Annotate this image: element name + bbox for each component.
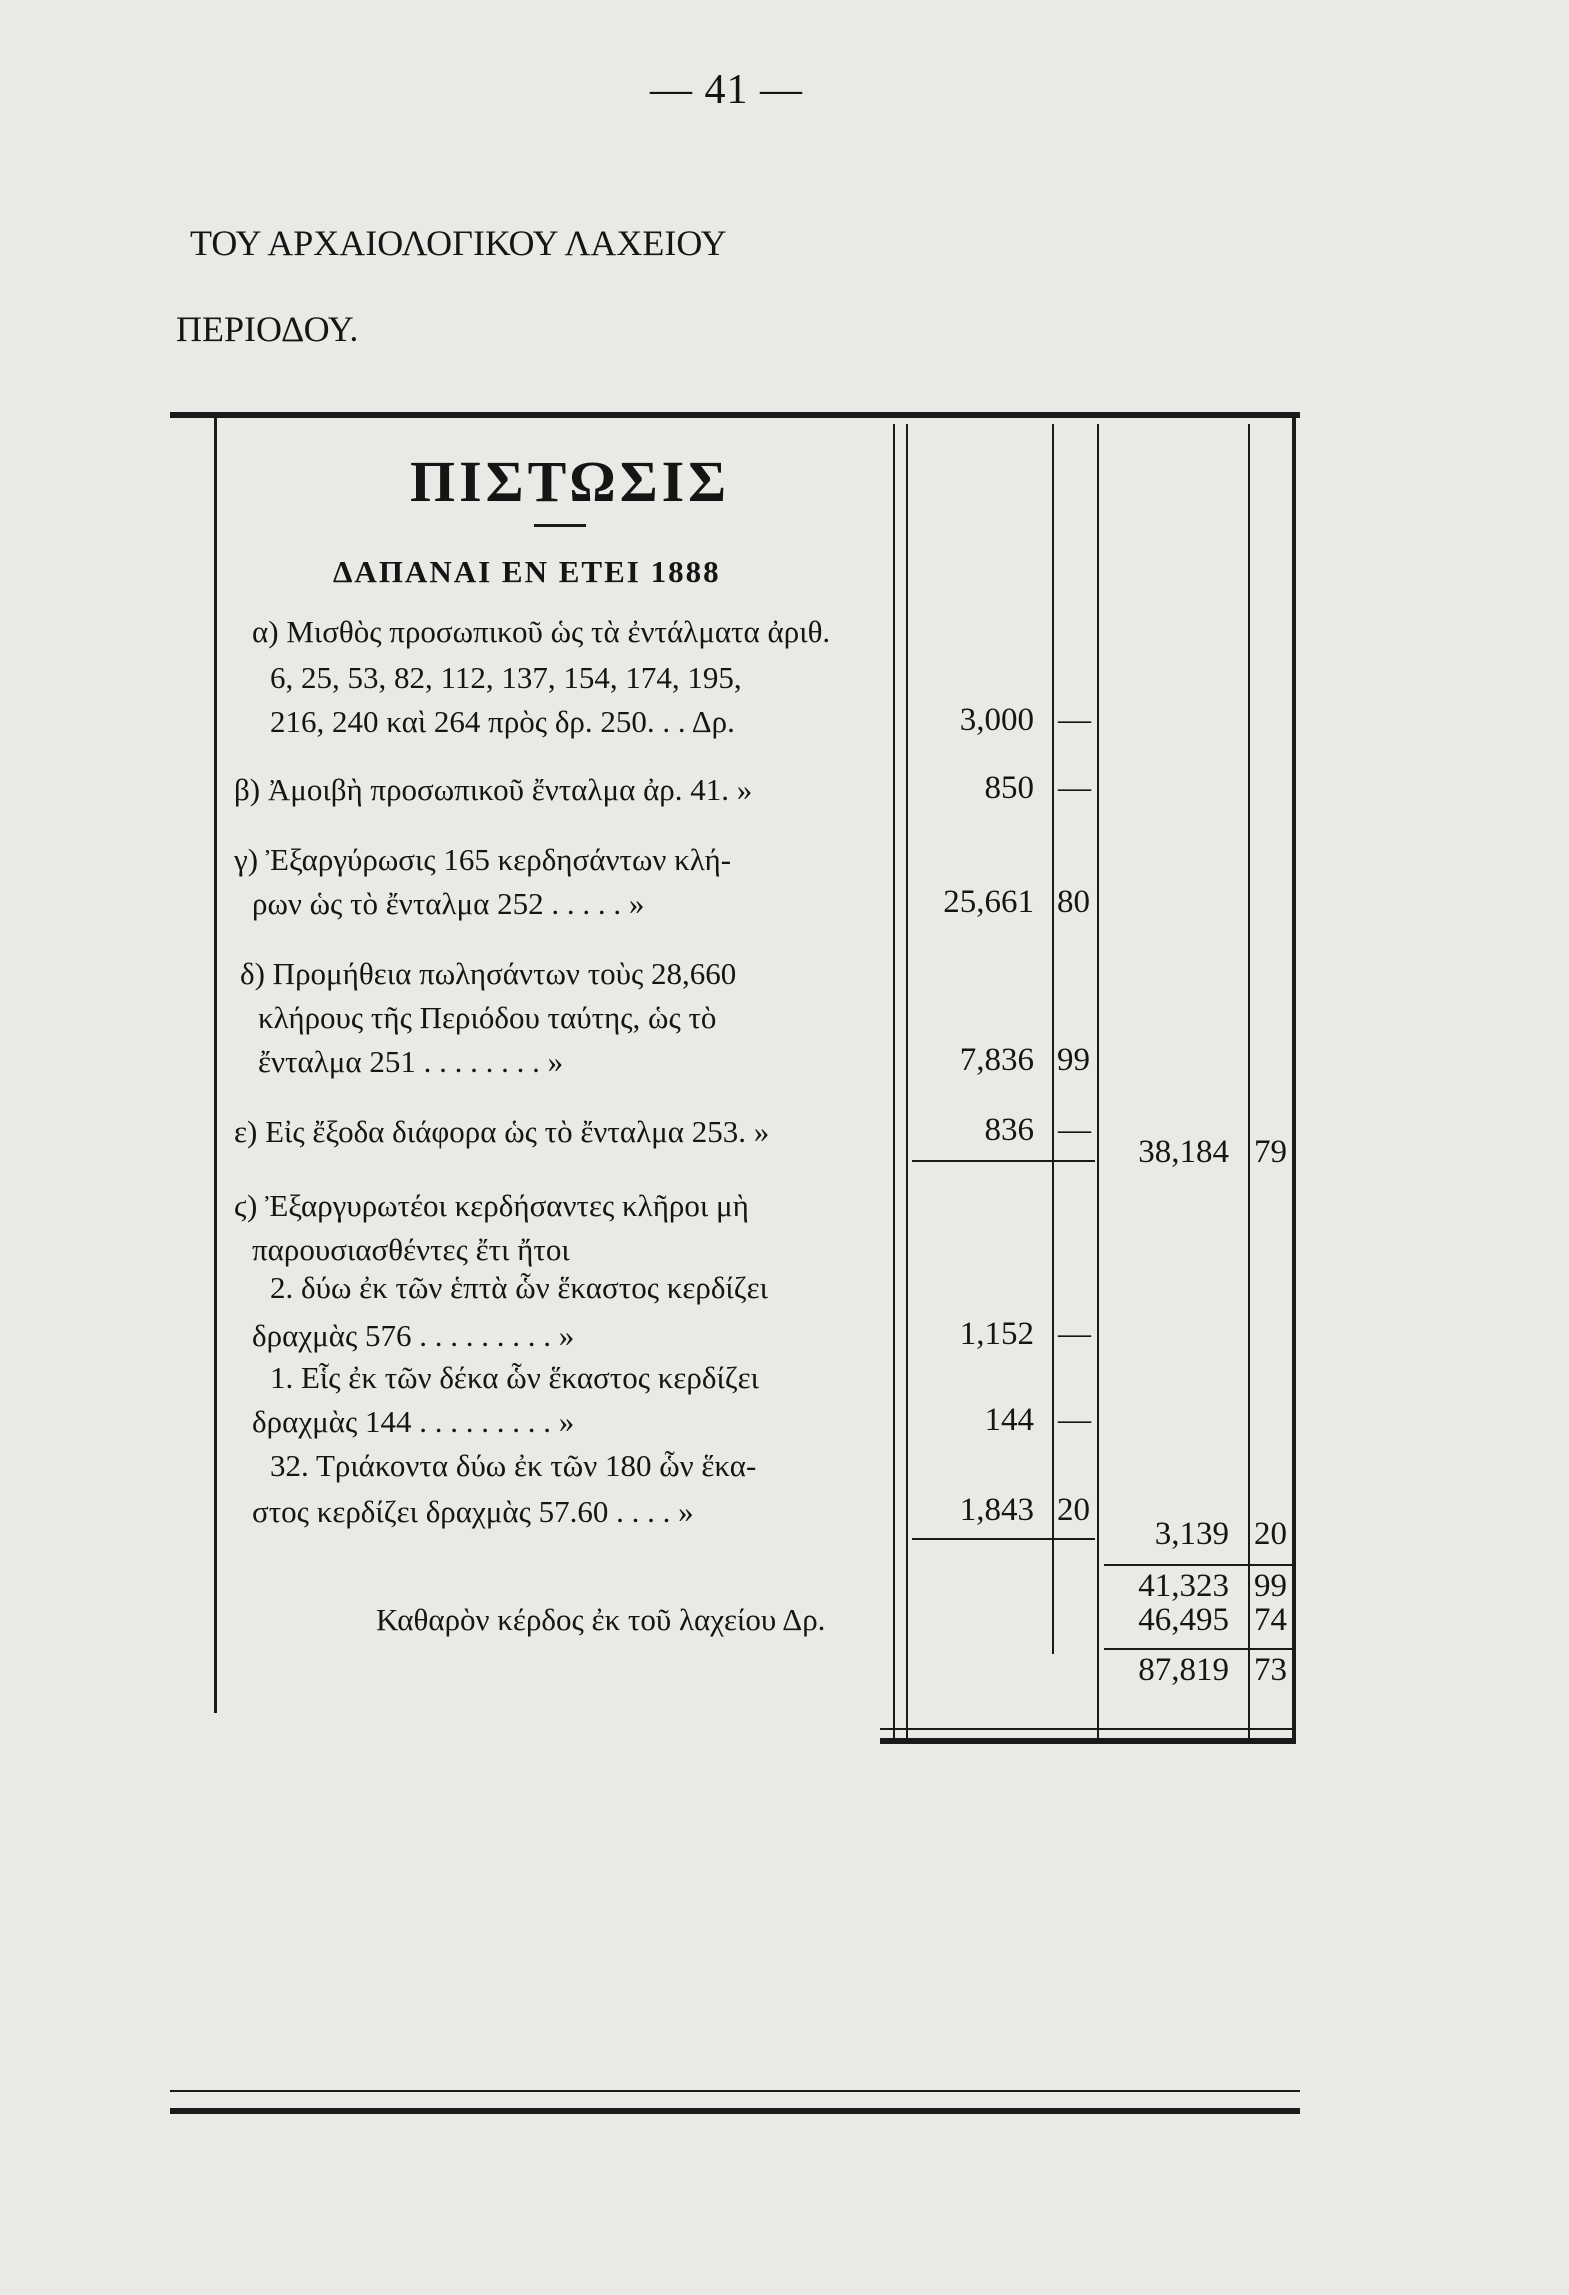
column-divider-amount1: [1052, 424, 1054, 1654]
total-rule: [1104, 1564, 1292, 1566]
lower-rule-thick: [170, 2108, 1300, 2114]
column-divider-amount2: [1248, 424, 1250, 1744]
grand-total-cents: 73: [1254, 1652, 1287, 1688]
subtotal1-amount: 38,184: [1138, 1134, 1229, 1170]
column-divider-text: [893, 424, 895, 1744]
bottom-rule-thin: [880, 1728, 1296, 1730]
item-st-sub2-line-1: 1. Εἷς ἐκ τῶν δέκα ὧν ἕκαστος κερδίζει: [270, 1360, 760, 1395]
heading-line-1: ΤΟΥ ΑΡΧΑΙΟΛΟΓΙΚΟΥ ΛΑΧΕΙΟΥ: [190, 223, 727, 263]
item-b-line-1: β) Ἀμοιβὴ προσωπικοῦ ἔνταλμα ἀρ. 41. »: [234, 772, 753, 807]
left-border: [214, 418, 217, 1713]
item-g-amount: 25,661: [943, 884, 1034, 920]
item-b-amount: 850: [984, 770, 1034, 806]
item-st-sub3-cents: 20: [1057, 1492, 1090, 1528]
heading-line-2: ΠΕΡΙΟΔΟΥ.: [176, 309, 359, 349]
item-d-amount: 7,836: [959, 1042, 1034, 1078]
column-divider-cents1: [1097, 424, 1099, 1744]
section-title: ΠΙΣΤΩΣΙΣ: [410, 449, 731, 514]
item-st-sub3-line-1: 32. Τριάκοντα δύω ἐκ τῶν 180 ὧν ἕκα-: [270, 1448, 757, 1483]
page-number: — 41 —: [650, 67, 803, 113]
net-profit-amount: 46,495: [1138, 1602, 1229, 1638]
item-g-cents: 80: [1057, 884, 1090, 920]
item-a-amount: 3,000: [959, 702, 1034, 738]
item-st-sub2-amount: 144: [984, 1402, 1034, 1438]
item-st-line-2: παρουσιασθέντες ἔτι ἤτοι: [252, 1232, 570, 1267]
item-a-line-3: 216, 240 καὶ 264 πρὸς δρ. 250. . . Δρ.: [270, 704, 735, 739]
bottom-rule: [880, 1738, 1296, 1744]
subtotal2-rule: [912, 1538, 1095, 1540]
item-d-cents: 99: [1057, 1042, 1090, 1078]
item-a-line-1: α) Μισθὸς προσωπικοῦ ὡς τὰ ἐντάλματα ἀριθ.: [252, 614, 831, 649]
column-divider-text-2: [906, 424, 908, 1744]
net-profit-cents: 74: [1254, 1602, 1287, 1638]
total-expenses-cents: 99: [1254, 1568, 1287, 1604]
grand-total-rule: [1104, 1648, 1292, 1650]
item-e-cents: —: [1058, 1112, 1091, 1148]
subtotal1-cents: 79: [1254, 1134, 1287, 1170]
item-st-sub2-line-2: δραχμὰς 144 . . . . . . . . . »: [252, 1404, 575, 1439]
item-st-sub1-line-1: 2. δύω ἐκ τῶν ἑπτὰ ὧν ἕκαστος κερδίζει: [270, 1270, 768, 1305]
item-d-line-1: δ) Προμήθεια πωλησάντων τοὺς 28,660: [240, 956, 737, 991]
item-g-line-1: γ) Ἐξαργύρωσις 165 κερδησάντων κλή-: [234, 842, 732, 877]
item-g-line-2: ρων ὡς τὸ ἔνταλμα 252 . . . . . »: [252, 886, 645, 921]
item-st-sub2-cents: —: [1058, 1402, 1091, 1438]
title-underline: [534, 524, 586, 527]
item-st-sub3-amount: 1,843: [959, 1492, 1034, 1528]
top-rule: [170, 412, 1300, 418]
subtotal2-amount: 3,139: [1154, 1516, 1229, 1552]
grand-total-amount: 87,819: [1138, 1652, 1229, 1688]
net-profit-label: Καθαρὸν κέρδος ἐκ τοῦ λαχείου Δρ.: [376, 1602, 826, 1637]
item-st-sub1-amount: 1,152: [959, 1316, 1034, 1352]
item-e-amount: 836: [984, 1112, 1034, 1148]
section-subtitle: ΔΑΠΑΝΑΙ ΕΝ ΕΤΕΙ 1888: [333, 554, 721, 589]
item-a-cents: —: [1058, 702, 1091, 738]
subtotal2-cents: 20: [1254, 1516, 1287, 1552]
item-e-line-1: ε) Εἰς ἔξοδα διάφορα ὡς τὸ ἔνταλμα 253. »: [234, 1114, 770, 1149]
item-a-line-2: 6, 25, 53, 82, 112, 137, 154, 174, 195,: [270, 660, 742, 695]
item-b-cents: —: [1058, 770, 1091, 806]
item-st-sub1-cents: —: [1058, 1316, 1091, 1352]
item-d-line-2: κλήρους τῆς Περιόδου ταύτης, ὡς τὸ: [258, 1000, 717, 1035]
subtotal1-rule: [912, 1160, 1095, 1162]
total-expenses-amount: 41,323: [1138, 1568, 1229, 1604]
right-border: [1292, 418, 1296, 1744]
item-st-sub3-line-2: στος κερδίζει δραχμὰς 57.60 . . . . »: [252, 1494, 694, 1529]
item-d-line-3: ἔνταλμα 251 . . . . . . . . »: [258, 1044, 564, 1079]
item-st-sub1-line-2: δραχμὰς 576 . . . . . . . . . »: [252, 1318, 575, 1353]
lower-rule-thin: [170, 2090, 1300, 2092]
item-st-line-1: ϛ) Ἐξαργυρωτέοι κερδήσαντες κλῆροι μὴ: [234, 1188, 749, 1223]
